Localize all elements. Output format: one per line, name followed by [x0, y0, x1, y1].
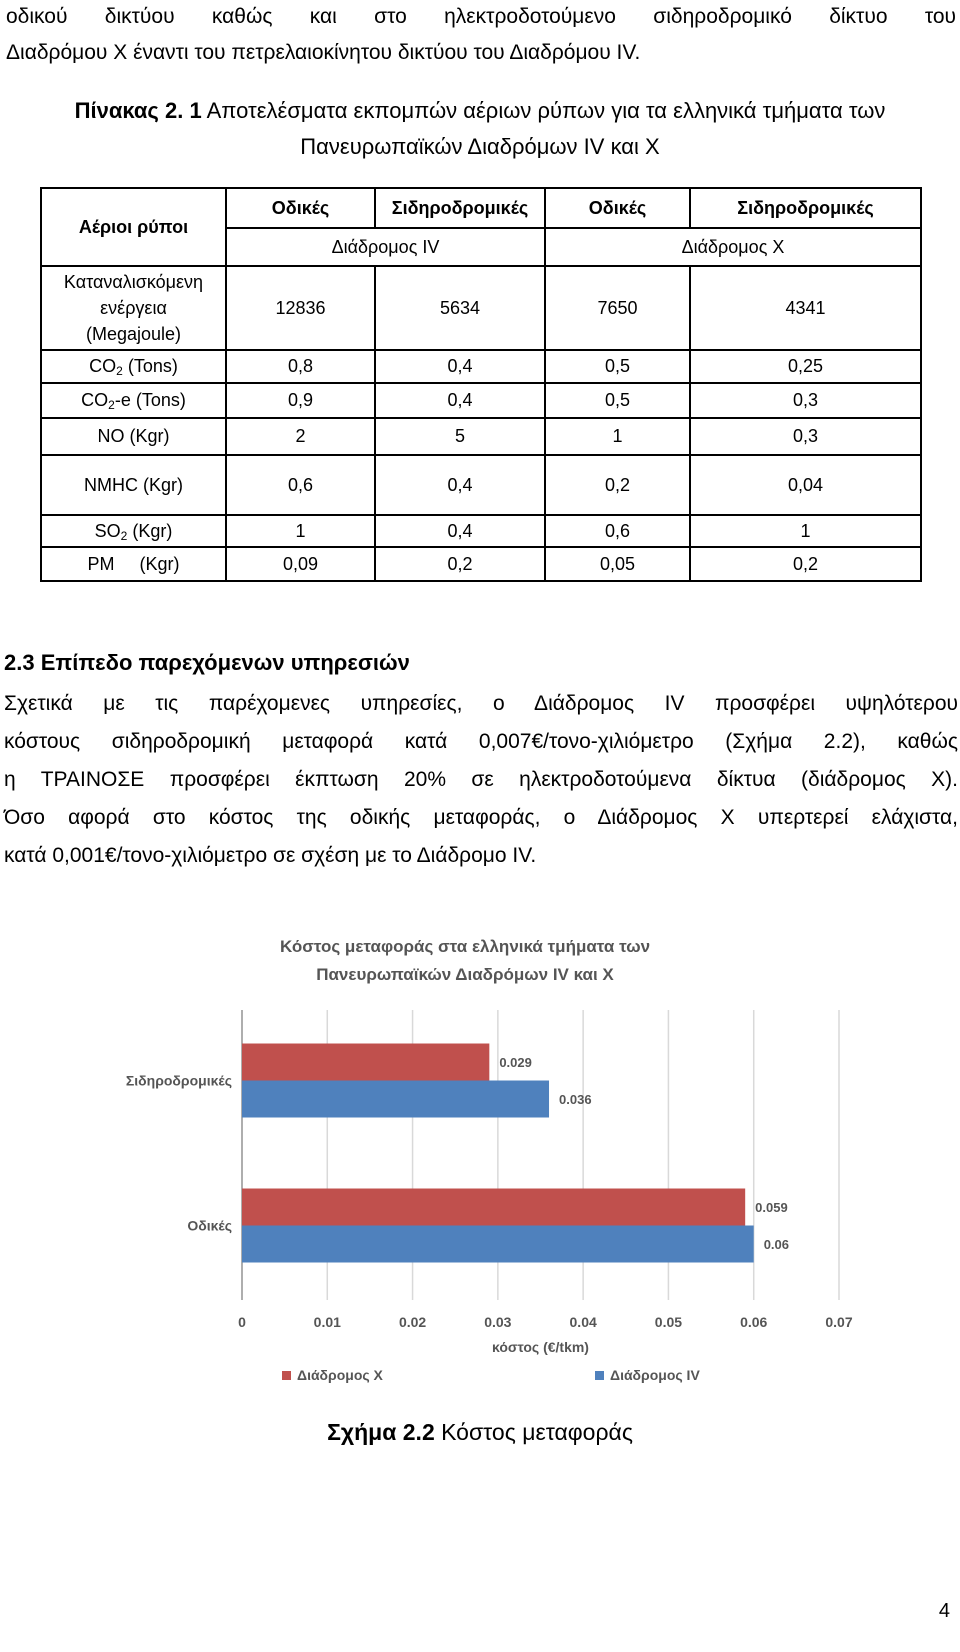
table-row	[41, 266, 921, 350]
bar-data-label: 0.06	[763, 1237, 790, 1252]
x-tick-label: 0.04	[569, 1314, 597, 1330]
table-caption-label: Πίνακας 2. 1	[74, 98, 202, 123]
table-cell: 0,8	[226, 350, 375, 383]
header-corridor-iv: Διάδρομος IV	[226, 228, 545, 266]
header-mode-3: Οδικές	[545, 188, 690, 228]
table-cell: 0,6	[545, 515, 690, 547]
row-label-tail: (Tons)	[122, 356, 178, 376]
table-cell: 4341	[690, 266, 921, 350]
x-axis-label: κόστος (€/tkm)	[492, 1339, 589, 1355]
paragraph-line: Όσο αφορά στο κόστος της οδικής μεταφοράς, ο Διάδρομος Χ υπερτερεί ελάχιστα,	[4, 806, 958, 829]
table-cell: 0,5	[545, 383, 690, 418]
table-cell: 0,5	[545, 350, 690, 383]
table-cell: 0,3	[690, 418, 921, 455]
bar	[242, 1189, 745, 1226]
paragraph-line: κατά 0,001€/τονο-χιλιόμετρο σε σχέση με το Διάδρομο IV.	[4, 844, 537, 867]
table-caption-text: Αποτελέσματα εκπομπών αέριων ρύπων για τα ελληνικά τμήματα των	[201, 98, 886, 123]
x-tick-label: 0.07	[825, 1314, 853, 1330]
y-category-label: Σιδηροδρομικές	[125, 1072, 232, 1089]
row-label-so2	[41, 515, 226, 547]
row-label-co2	[41, 350, 226, 383]
row-label-sub: 2	[116, 364, 123, 378]
header-mode-2: Σιδηροδρομικές	[375, 188, 545, 228]
table-cell: 1	[690, 515, 921, 547]
row-label-sub: 2	[120, 528, 128, 543]
row-label-energy	[41, 266, 226, 350]
table-cell: 0,2	[545, 455, 690, 515]
table-cell: 0,2	[375, 547, 545, 581]
row-label-main: CO	[81, 390, 109, 410]
table-cell: 5634	[375, 266, 545, 350]
table-cell: 5	[375, 418, 545, 455]
header-corridor-x: Διάδρομος Χ	[545, 228, 921, 266]
legend-swatch	[595, 1371, 604, 1380]
bar-data-label: 0.036	[559, 1092, 592, 1107]
intro-line-1: οδικού δικτύου καθώς και στο ηλεκτροδοτούμενο σιδηροδρομικό δίκτυο του	[6, 5, 956, 28]
table-caption-line-1	[0, 96, 960, 126]
row-label-pm: PM (Kgr)	[41, 547, 226, 581]
paragraph-line: η ΤΡΑΙΝΟΣΕ προσφέρει έκπτωση 20% σε ηλεκτροδοτούμενα δίκτυα (διάδρομος Χ).	[4, 768, 958, 791]
bar	[242, 1081, 549, 1118]
emissions-table	[40, 187, 922, 582]
table-row	[41, 383, 921, 418]
table-corner-label: Αέριοι ρύποι	[41, 188, 226, 266]
x-tick-label: 0.01	[313, 1314, 341, 1330]
table-cell: 12836	[226, 266, 375, 350]
row-label-energy-l2: ενέργεια	[100, 298, 167, 318]
figure-caption-text: Κόστος μεταφοράς	[434, 1419, 633, 1445]
table-row	[41, 515, 921, 547]
table-cell: 7650	[545, 266, 690, 350]
row-label-energy-l3: (Megajoule)	[85, 324, 182, 344]
table-cell: 0,25	[690, 350, 921, 383]
table-row	[41, 455, 921, 515]
table-row	[41, 547, 921, 581]
table-cell: 0,4	[375, 515, 545, 547]
table-cell: 0,09	[226, 547, 375, 581]
row-label-tail: (Kgr)	[127, 520, 173, 541]
chart-title: Κόστος μεταφοράς στα ελληνικά τμήματα των	[279, 937, 651, 956]
table-cell: 0,9	[226, 383, 375, 418]
table-cell: 0,4	[375, 350, 545, 383]
intro-line-2: Διαδρόμου Χ έναντι του πετρελαιοκίνητου δικτύου του Διαδρόμου IV.	[6, 41, 641, 64]
row-label-energy-l1: Καταναλισκόμενη	[63, 272, 204, 292]
table-row	[41, 418, 921, 455]
row-label-sub: 2	[108, 398, 115, 412]
table-cell: 0,04	[690, 455, 921, 515]
row-label-main: SO	[94, 520, 121, 541]
table-cell: 0,6	[226, 455, 375, 515]
bar	[242, 1044, 489, 1081]
x-tick-label: 0	[238, 1314, 246, 1330]
page-number: 4	[938, 1600, 950, 1622]
row-label-co2e	[41, 383, 226, 418]
legend-label: Διάδρομος IV	[610, 1367, 700, 1383]
header-mode-1: Οδικές	[226, 188, 375, 228]
figure-caption-label: Σχήμα 2.2	[327, 1419, 435, 1445]
table-cell: 0,05	[545, 547, 690, 581]
legend-label: Διάδρομος Χ	[297, 1367, 383, 1383]
table-cell: 2	[226, 418, 375, 455]
x-tick-label: 0.03	[484, 1314, 512, 1330]
cost-bar-chart	[90, 920, 870, 1400]
table-row	[41, 350, 921, 383]
x-tick-label: 0.02	[398, 1314, 427, 1330]
bar-data-label: 0.029	[499, 1055, 532, 1070]
table-caption-line-2: Πανευρωπαϊκών Διαδρόμων IV και Χ	[300, 134, 660, 159]
table-cell: 0,4	[375, 383, 545, 418]
table-cell: 0,4	[375, 455, 545, 515]
table-cell: 0,2	[690, 547, 921, 581]
row-label-no: NO (Kgr)	[41, 418, 226, 455]
table-cell: 0,3	[690, 383, 921, 418]
table-cell: 1	[226, 515, 375, 547]
paragraph-line: κόστους σιδηροδρομική μεταφορά κατά 0,007€/τονο-χιλιόμετρο (Σχήμα 2.2), καθώς	[4, 730, 958, 753]
x-tick-label: 0.05	[654, 1314, 683, 1330]
table-header-row	[41, 188, 921, 228]
row-label-tail: -e (Tons)	[114, 390, 186, 410]
section-title: 2.3 Επίπεδο παρεχόμενων υπηρεσιών	[4, 650, 410, 675]
table-cell: 1	[545, 418, 690, 455]
y-category-label: Οδικές	[187, 1217, 232, 1234]
header-mode-4: Σιδηροδρομικές	[690, 188, 921, 228]
chart-title: Πανευρωπαϊκών Διαδρόμων IV και Χ	[316, 965, 614, 984]
figure-caption	[0, 1419, 960, 1446]
row-label-main: CO	[89, 356, 117, 376]
paragraph-line: Σχετικά με τις παρέχομενες υπηρεσίες, ο Διάδρομος IV προσφέρει υψηλότερου	[4, 692, 958, 715]
section-paragraph	[4, 685, 958, 875]
x-tick-label: 0.06	[740, 1314, 768, 1330]
bar-data-label: 0.059	[755, 1200, 788, 1215]
legend-swatch	[282, 1371, 291, 1380]
row-label-nmhc: NMHC (Kgr)	[41, 455, 226, 515]
bar	[242, 1226, 754, 1263]
